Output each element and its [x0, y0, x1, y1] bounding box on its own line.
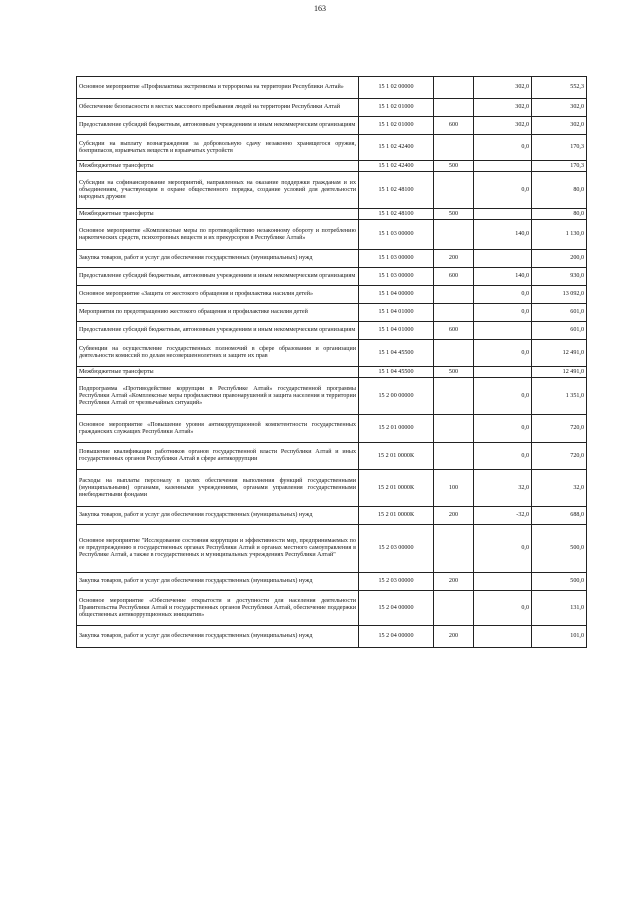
row-code-cell: 15 2 04 00000 [359, 626, 434, 648]
row-name-cell: Субсидии на выплату вознаграждения за добровольную сдачу незаконно хранящегося оружия, боеприпасов, взрывчатых веществ и взрывчатых устройств [77, 135, 359, 161]
row-name-cell: Предоставление субсидий бюджетным, автономным учреждениям и иным некоммерческим организациям [77, 322, 359, 340]
row-change-cell: 302,0 [474, 77, 532, 99]
row-change-cell: 302,0 [474, 99, 532, 117]
page-number: 163 [314, 4, 326, 13]
row-change-cell: -32,0 [474, 507, 532, 525]
row-name-cell: Основное мероприятие «Профилактика экстремизма и терроризма на территории Республики Алтай» [77, 77, 359, 99]
row-total-cell: 200,0 [532, 250, 587, 268]
row-name-cell: Расходы на выплаты персоналу в целях обеспечения выполнения функций государственными (муниципальными) органами, казенными учреждениями, органами управления государственными внебюджетными фондами [77, 470, 359, 507]
row-total-cell: 930,0 [532, 268, 587, 286]
row-name-cell: Предоставление субсидий бюджетным, автономным учреждениям и иным некоммерческим организациям [77, 268, 359, 286]
row-name-cell: Закупка товаров, работ и услуг для обеспечения государственных (муниципальных) нужд [77, 250, 359, 268]
row-kvr-cell [434, 99, 474, 117]
row-change-cell: 140,0 [474, 220, 532, 250]
row-total-cell: 552,3 [532, 77, 587, 99]
row-kvr-cell: 500 [434, 367, 474, 378]
row-change-cell: 0,0 [474, 443, 532, 470]
row-kvr-cell [434, 340, 474, 367]
row-kvr-cell [434, 172, 474, 209]
row-name-cell: Повышение квалификации работников органов государственной власти Республики Алтай и иных государственных органов Республики Алтай в сфере антикоррупции [77, 443, 359, 470]
row-kvr-cell [434, 220, 474, 250]
row-change-cell [474, 322, 532, 340]
row-name-cell: Субвенции на осуществление государственных полномочий в сфере образования и организации деятельности комиссий по делам несовершеннолетних и защите их прав [77, 340, 359, 367]
row-total-cell: 688,0 [532, 507, 587, 525]
row-name-cell: Предоставление субсидий бюджетным, автономным учреждениям и иным некоммерческим организациям [77, 117, 359, 135]
budget-table-body [77, 77, 587, 648]
row-name-cell: Закупка товаров, работ и услуг для обеспечения государственных (муниципальных) нужд [77, 573, 359, 591]
row-kvr-cell [434, 135, 474, 161]
row-change-cell [474, 367, 532, 378]
row-code-cell: 15 1 04 45500 [359, 340, 434, 367]
row-code-cell: 15 2 00 00000 [359, 378, 434, 415]
row-kvr-cell [434, 525, 474, 573]
row-change-cell: 0,0 [474, 378, 532, 415]
row-name-cell: Закупка товаров, работ и услуг для обеспечения государственных (муниципальных) нужд [77, 507, 359, 525]
row-code-cell: 15 1 02 01000 [359, 99, 434, 117]
table-row [77, 591, 587, 626]
row-total-cell: 80,0 [532, 209, 587, 220]
row-kvr-cell [434, 591, 474, 626]
row-kvr-cell: 500 [434, 161, 474, 172]
row-name-cell: Обеспечение безопасности в местах массового пребывания людей на территории Республики Алтай [77, 99, 359, 117]
row-kvr-cell [434, 304, 474, 322]
row-name-cell: Субсидии на софинансирование мероприятий, направленных на оказание поддержки гражданам и их объединениям, участвующим в охране общественного порядка, создание условий для деятельности народных дружин [77, 172, 359, 209]
row-total-cell: 500,0 [532, 525, 587, 573]
row-code-cell: 15 1 02 00000 [359, 77, 434, 99]
row-change-cell: 0,0 [474, 415, 532, 443]
row-name-cell: Основное мероприятие «Повышение уровня антикоррупционной компетентности государственных гражданских служащих Республики Алтай» [77, 415, 359, 443]
table-row [77, 573, 587, 591]
row-name-cell: Межбюджетные трансферты [77, 367, 359, 378]
row-total-cell: 170,3 [532, 161, 587, 172]
row-total-cell: 720,0 [532, 415, 587, 443]
row-code-cell: 15 1 04 01000 [359, 322, 434, 340]
row-name-cell: Межбюджетные трансферты [77, 161, 359, 172]
row-total-cell: 1 130,0 [532, 220, 587, 250]
table-row [77, 626, 587, 648]
table-row [77, 99, 587, 117]
row-total-cell: 12 491,0 [532, 340, 587, 367]
row-name-cell: Основное мероприятие "Исследование состояния коррупции и эффективности мер, предпринимаемых по ее предупреждению в государственных органах Республики Алтай и органах местного самоуправления в Республике Алтай, а также в государственных и муниципальных учреждениях Республики Алтай" [77, 525, 359, 573]
row-change-cell: 32,0 [474, 470, 532, 507]
row-total-cell: 12 491,0 [532, 367, 587, 378]
row-kvr-cell [434, 378, 474, 415]
row-code-cell: 15 2 01 00000 [359, 415, 434, 443]
row-code-cell: 15 1 03 00000 [359, 268, 434, 286]
table-row [77, 250, 587, 268]
row-kvr-cell [434, 443, 474, 470]
table-row [77, 470, 587, 507]
table-row [77, 268, 587, 286]
row-total-cell: 601,0 [532, 322, 587, 340]
row-kvr-cell: 200 [434, 250, 474, 268]
table-row [77, 304, 587, 322]
table-row [77, 525, 587, 573]
row-change-cell: 0,0 [474, 591, 532, 626]
row-total-cell: 131,0 [532, 591, 587, 626]
row-change-cell [474, 250, 532, 268]
table-row [77, 172, 587, 209]
table-row [77, 117, 587, 135]
row-code-cell: 15 1 02 42400 [359, 161, 434, 172]
row-total-cell: 32,0 [532, 470, 587, 507]
row-name-cell: Межбюджетные трансферты [77, 209, 359, 220]
row-change-cell [474, 573, 532, 591]
row-change-cell: 0,0 [474, 286, 532, 304]
row-code-cell: 15 1 02 48100 [359, 209, 434, 220]
row-code-cell: 15 1 03 00000 [359, 250, 434, 268]
row-kvr-cell: 200 [434, 573, 474, 591]
table-row [77, 415, 587, 443]
row-code-cell: 15 1 02 01000 [359, 117, 434, 135]
row-total-cell: 170,3 [532, 135, 587, 161]
row-code-cell: 15 2 03 00000 [359, 573, 434, 591]
row-kvr-cell: 600 [434, 268, 474, 286]
row-name-cell: Закупка товаров, работ и услуг для обеспечения государственных (муниципальных) нужд [77, 626, 359, 648]
row-kvr-cell [434, 77, 474, 99]
row-code-cell: 15 1 02 48100 [359, 172, 434, 209]
table-row [77, 340, 587, 367]
row-change-cell: 0,0 [474, 525, 532, 573]
table-row [77, 220, 587, 250]
row-kvr-cell [434, 415, 474, 443]
row-total-cell: 601,0 [532, 304, 587, 322]
row-total-cell: 302,0 [532, 99, 587, 117]
row-kvr-cell: 500 [434, 209, 474, 220]
row-name-cell: Подпрограмма «Противодействие коррупции в Республике Алтай» государственной программы Республики Алтай «Комплексные меры профилактики правонарушений и защита населения и территории Республики Алтай от чрезвычайных ситуаций» [77, 378, 359, 415]
row-code-cell: 15 2 01 0000К [359, 507, 434, 525]
row-name-cell: Мероприятия по предотвращению жестокого обращения и профилактике насилия детей [77, 304, 359, 322]
row-code-cell: 15 2 04 00000 [359, 591, 434, 626]
row-name-cell: Основное мероприятие «Защита от жестокого обращения и профилактика насилия детей» [77, 286, 359, 304]
row-total-cell: 302,0 [532, 117, 587, 135]
row-name-cell: Основное мероприятие «Обеспечение открытости и доступности для населения деятельности Правительства Республики Алтай и государственных органов Республики Алтай, обеспечение поддержки общественных антикоррупционных инициатив» [77, 591, 359, 626]
row-change-cell: 0,0 [474, 135, 532, 161]
table-row [77, 286, 587, 304]
row-total-cell: 13 092,0 [532, 286, 587, 304]
row-code-cell: 15 1 02 42400 [359, 135, 434, 161]
row-code-cell: 15 2 01 0000К [359, 443, 434, 470]
table-row [77, 135, 587, 161]
row-change-cell [474, 209, 532, 220]
row-kvr-cell: 200 [434, 507, 474, 525]
row-kvr-cell [434, 286, 474, 304]
table-row [77, 161, 587, 172]
row-kvr-cell: 600 [434, 322, 474, 340]
row-change-cell [474, 626, 532, 648]
row-total-cell: 500,0 [532, 573, 587, 591]
budget-table [76, 76, 587, 648]
row-code-cell: 15 1 04 01000 [359, 304, 434, 322]
row-kvr-cell: 100 [434, 470, 474, 507]
row-code-cell: 15 1 04 00000 [359, 286, 434, 304]
row-total-cell: 101,0 [532, 626, 587, 648]
row-change-cell [474, 161, 532, 172]
table-row [77, 209, 587, 220]
table-row [77, 378, 587, 415]
table-row [77, 322, 587, 340]
row-code-cell: 15 2 03 00000 [359, 525, 434, 573]
row-kvr-cell: 200 [434, 626, 474, 648]
table-row [77, 367, 587, 378]
row-total-cell: 720,0 [532, 443, 587, 470]
row-kvr-cell: 600 [434, 117, 474, 135]
row-name-cell: Основное мероприятие «Комплексные меры по противодействию незаконному обороту и потреблению наркотических средств, психотропных веществ и их прекурсоров в Республике Алтай» [77, 220, 359, 250]
row-change-cell: 0,0 [474, 340, 532, 367]
table-row [77, 77, 587, 99]
row-code-cell: 15 1 03 00000 [359, 220, 434, 250]
row-change-cell: 0,0 [474, 304, 532, 322]
table-row [77, 507, 587, 525]
row-change-cell: 140,0 [474, 268, 532, 286]
row-code-cell: 15 1 04 45500 [359, 367, 434, 378]
table-row [77, 443, 587, 470]
row-total-cell: 80,0 [532, 172, 587, 209]
row-total-cell: 1 351,0 [532, 378, 587, 415]
row-change-cell: 0,0 [474, 172, 532, 209]
row-code-cell: 15 2 01 0000К [359, 470, 434, 507]
row-change-cell: 302,0 [474, 117, 532, 135]
